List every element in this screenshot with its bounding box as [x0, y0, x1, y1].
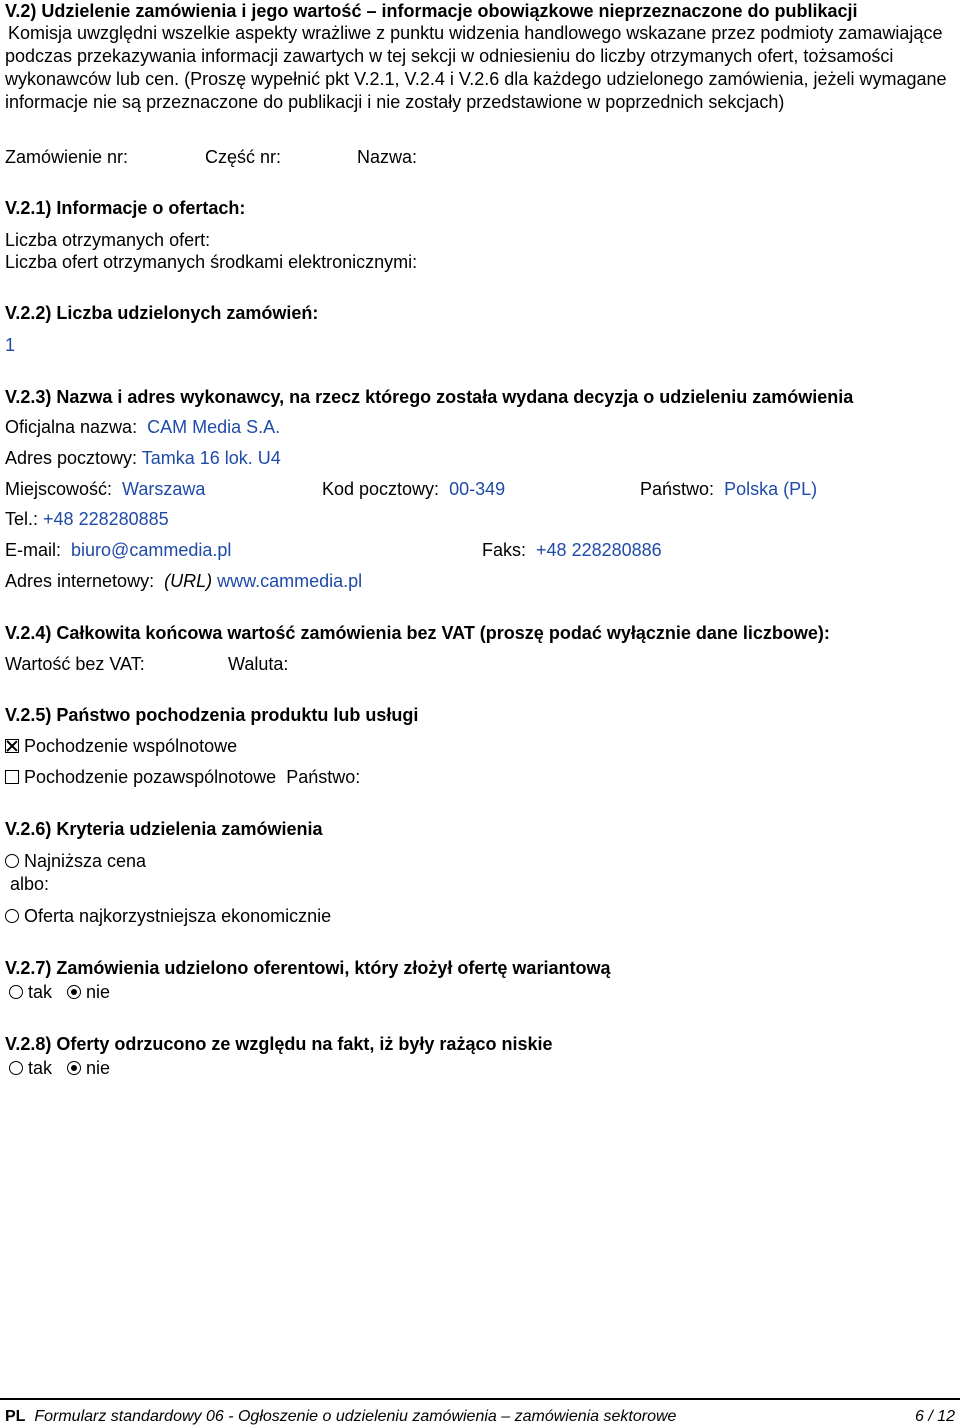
- czesc-label: Część nr:: [205, 147, 282, 167]
- v22-heading: V.2.2) Liczba udzielonych zamówień:: [5, 303, 319, 323]
- checkbox-pozawspolnotowe[interactable]: [5, 770, 19, 784]
- nazwa-row: [5, 416, 280, 438]
- kod-row: [322, 478, 505, 500]
- liczba-ofert-label: Liczba otrzymanych ofert:: [5, 230, 211, 250]
- v28-tak-label: tak: [28, 1058, 53, 1078]
- faks-label: Faks:: [482, 540, 527, 560]
- waluta-label: Waluta:: [228, 654, 289, 674]
- v23-heading: V.2.3) Nazwa i adres wykonawcy, na rzecz którego została wydana decyzja o udzieleniu zamówienia: [5, 387, 854, 407]
- v28-nie-label: nie: [86, 1058, 111, 1078]
- section-heading: V.2) Udzielenie zamówienia i jego wartość – informacje obowiązkowe nieprzeznaczone do publikacji: [5, 1, 858, 21]
- footer-lang: PL: [5, 1408, 26, 1425]
- v28-heading: V.2.8) Oferty odrzucono ze względu na fakt, iż były rażąco niskie: [5, 1034, 553, 1054]
- tel-row: [5, 508, 169, 530]
- oferta-ekonomiczna-option[interactable]: [5, 905, 331, 927]
- pochodzenie-wspolnotowe-option[interactable]: [5, 735, 237, 757]
- faks-value: +48 228280886: [536, 540, 662, 560]
- tel-value: +48 228280885: [43, 509, 169, 529]
- miejscowosc-value: Warszawa: [122, 479, 206, 499]
- v21-heading: V.2.1) Informacje o ofertach:: [5, 198, 246, 218]
- email-link[interactable]: biuro@cammedia.pl: [71, 540, 232, 560]
- v26-heading: V.2.6) Kryteria udzielenia zamówienia: [5, 819, 323, 839]
- adres-label: Adres pocztowy:: [5, 448, 138, 468]
- radio-v27-tak[interactable]: [9, 985, 23, 999]
- panstwo-row: [640, 478, 817, 500]
- nazwa-label: Nazwa:: [357, 147, 418, 167]
- tel-label: Tel.:: [5, 509, 39, 529]
- www-row: [5, 570, 362, 592]
- v25-panstwo-label: Państwo:: [286, 767, 361, 787]
- liczba-zamowien-value: 1: [5, 335, 16, 355]
- section-intro: [5, 22, 950, 114]
- v28-options: [9, 1057, 110, 1079]
- footer-page-number: 6 / 12: [914, 1408, 955, 1425]
- footer-form-title: Formularz standardowy 06 - Ogłoszenie o udzieleniu zamówienia – zamówienia sektorowe: [34, 1408, 677, 1425]
- www-link[interactable]: www.cammedia.pl: [217, 571, 363, 591]
- www-url-marker: (URL): [164, 571, 213, 591]
- faks-row: [482, 539, 662, 561]
- oficjalna-nazwa-label: Oficjalna nazwa:: [5, 417, 138, 437]
- zamowienie-label: Zamówienie nr:: [5, 147, 129, 167]
- radio-oferta-ekonomiczna[interactable]: [5, 909, 19, 923]
- kod-value: 00-349: [449, 479, 506, 499]
- v27-options: [9, 981, 110, 1003]
- email-label: E-mail:: [5, 540, 62, 560]
- najnizsza-cena-option[interactable]: [5, 850, 146, 872]
- zamowienie-row: [5, 146, 128, 168]
- email-row: [5, 539, 231, 561]
- wartosc-label: Wartość bez VAT:: [5, 654, 145, 674]
- oficjalna-nazwa-value: CAM Media S.A.: [147, 417, 281, 437]
- v27-nie-label: nie: [86, 982, 111, 1002]
- pochodzenie-pozawspolnotowe-option[interactable]: [5, 766, 360, 788]
- adres-row: [5, 447, 281, 469]
- najnizsza-cena-label: Najniższa cena: [24, 851, 147, 871]
- v27-heading: V.2.7) Zamówienia udzielono oferentowi, który złożył ofertę wariantową: [5, 958, 611, 978]
- oferta-ekonomiczna-label: Oferta najkorzystniejsza ekonomicznie: [24, 906, 332, 926]
- panstwo-label: Państwo:: [640, 479, 715, 499]
- miejscowosc-label: Miejscowość:: [5, 479, 113, 499]
- wspolnotowe-label: Pochodzenie wspólnotowe: [24, 736, 238, 756]
- checkbox-wspolnotowe[interactable]: [5, 739, 19, 753]
- panstwo-value: Polska (PL): [724, 479, 818, 499]
- v25-heading: V.2.5) Państwo pochodzenia produktu lub usługi: [5, 705, 419, 725]
- v27-tak-label: tak: [28, 982, 53, 1002]
- pozawspolnotowe-label: Pochodzenie pozawspólnotowe: [24, 767, 277, 787]
- page-footer: [5, 1408, 955, 1426]
- liczba-elektr-label: Liczba ofert otrzymanych środkami elektronicznymi:: [5, 252, 418, 272]
- adres-value: Tamka 16 lok. U4: [141, 448, 281, 468]
- albo-text: albo:: [10, 874, 50, 894]
- radio-v28-tak[interactable]: [9, 1061, 23, 1075]
- www-label: Adres internetowy:: [5, 571, 155, 591]
- intro-text: Komisja uwzględni wszelkie aspekty wrażliwe z punktu widzenia handlowego wskazane przez podmioty zamawiające podczas przekazywania informacji zawartych w tej sekcji w odniesieniu do liczby otrzymanych ofert, tożsamości wykonawców lub cen. (Proszę wypełnić pkt V.2.1, V.2.4 i V.2.6 dla każdego udzielonego zamówienia, jeżeli wymagane informacje nie są przeznaczone do publikacji i nie zostały przedstawione w poprzednich sekcjach): [5, 23, 947, 112]
- miejscowosc-row: [5, 478, 205, 500]
- kod-label: Kod pocztowy:: [322, 479, 440, 499]
- footer-divider: [0, 1398, 960, 1400]
- radio-najnizsza-cena[interactable]: [5, 854, 19, 868]
- v24-heading: V.2.4) Całkowita końcowa wartość zamówienia bez VAT (proszę podać wyłącznie dane liczbowe):: [5, 623, 830, 643]
- radio-v28-nie[interactable]: [67, 1061, 81, 1075]
- radio-v27-nie[interactable]: [67, 985, 81, 999]
